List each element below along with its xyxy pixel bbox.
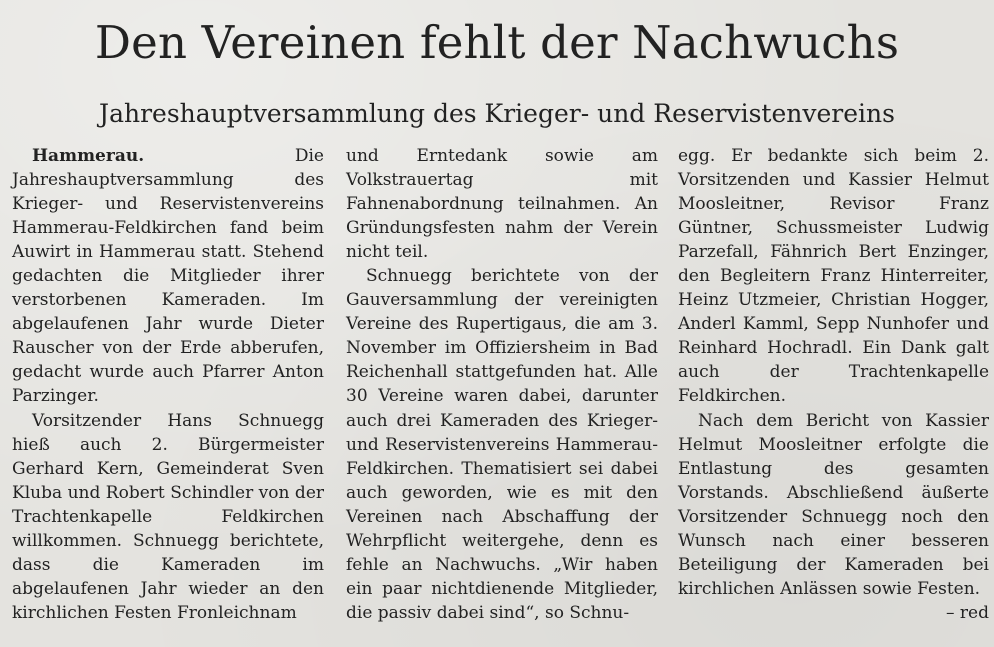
article-paragraph [678,409,989,625]
article-paragraph: Schnuegg berichtete von der Gauversammlung der vereinigten Vereine des Rupertigaus, die am 3. November im Offiziersheim in Bad Reichenhall stattgefunden hat. Alle 30 Vereine waren dabei, darunter auch drei Kameraden des Krieger- und Reservistenvereins Hammerau-Feldkirchen. Thematisiert sei dabei auch geworden, wie es mit den Vereinen nach Abschaffung der Wehrpflicht weitergehe, denn es fehle an Nachwuchs. „Wir haben ein paar nichtdienende Mitglieder, die passiv dabei sind“, so Schnu- [346,266,658,623]
article-column-1 [12,144,324,625]
article-paragraph: und Erntedank sowie am Volkstrauertag mit Fahnenabordnung teilnahmen. An Gründungsfesten nahm der Verein nicht teil. [346,146,658,263]
article-column-2 [346,144,658,625]
article-headline: Den Vereinen fehlt der Nachwuchs [94,16,900,69]
article-column-3 [678,144,989,625]
article-paragraph: Vorsitzender Hans Schnuegg hieß auch 2. Bürgermeister Gerhard Kern, Gemeinderat Sven Kluba und Robert Schindler von der Trachtenkapelle Feldkirchen willkommen. Schnuegg berichtete, dass die Kameraden im abgelaufenen Jahr wieder an den kirchlichen Festen Fronleichnam [12,410,324,623]
article-signoff: – red [946,602,989,623]
paragraph-text: Die Jahreshauptversammlung des Krieger- und Reservistenvereins Hammerau-Feldkirchen fand beim Auwirt in Hammerau statt. Stehend gedachten die Mitglieder ihrer verstorbenen Kameraden. Im abgelaufenen Jahr wurde Dieter Rauscher von der Erde abberufen, gedacht wurde auch Pfarrer Anton Parzinger. [12,146,324,407]
article-paragraph: egg. Er bedankte sich beim 2. Vorsitzenden und Kassier Helmut Moosleitner, Revisor Franz Güntner, Schussmeister Ludwig Parzefall, Fähnrich Bert Enzinger, den Begleitern Franz Hinterreiter, Heinz Utzmeier, Christian Hogger, Anderl Kamml, Sepp Nunhofer und Reinhard Hochradl. Ein Dank galt auch der Trachtenkapelle Feldkirchen. [678,146,989,407]
article-subheadline: Jahreshauptversammlung des Krieger- und Reservistenvereins [99,99,895,128]
paragraph-text: Nach dem Bericht von Kassier Helmut Moosleitner erfolgte die Entlastung des gesamten Vorstands. Abschließend äußerte Vorsitzender Schnuegg noch den Wunsch nach einer besseren Beteiligung der Kameraden bei kirchlichen Anlässen sowie Festen. [678,410,989,599]
article-paragraph [12,144,324,409]
article-dateline: Hammerau. [32,146,145,166]
